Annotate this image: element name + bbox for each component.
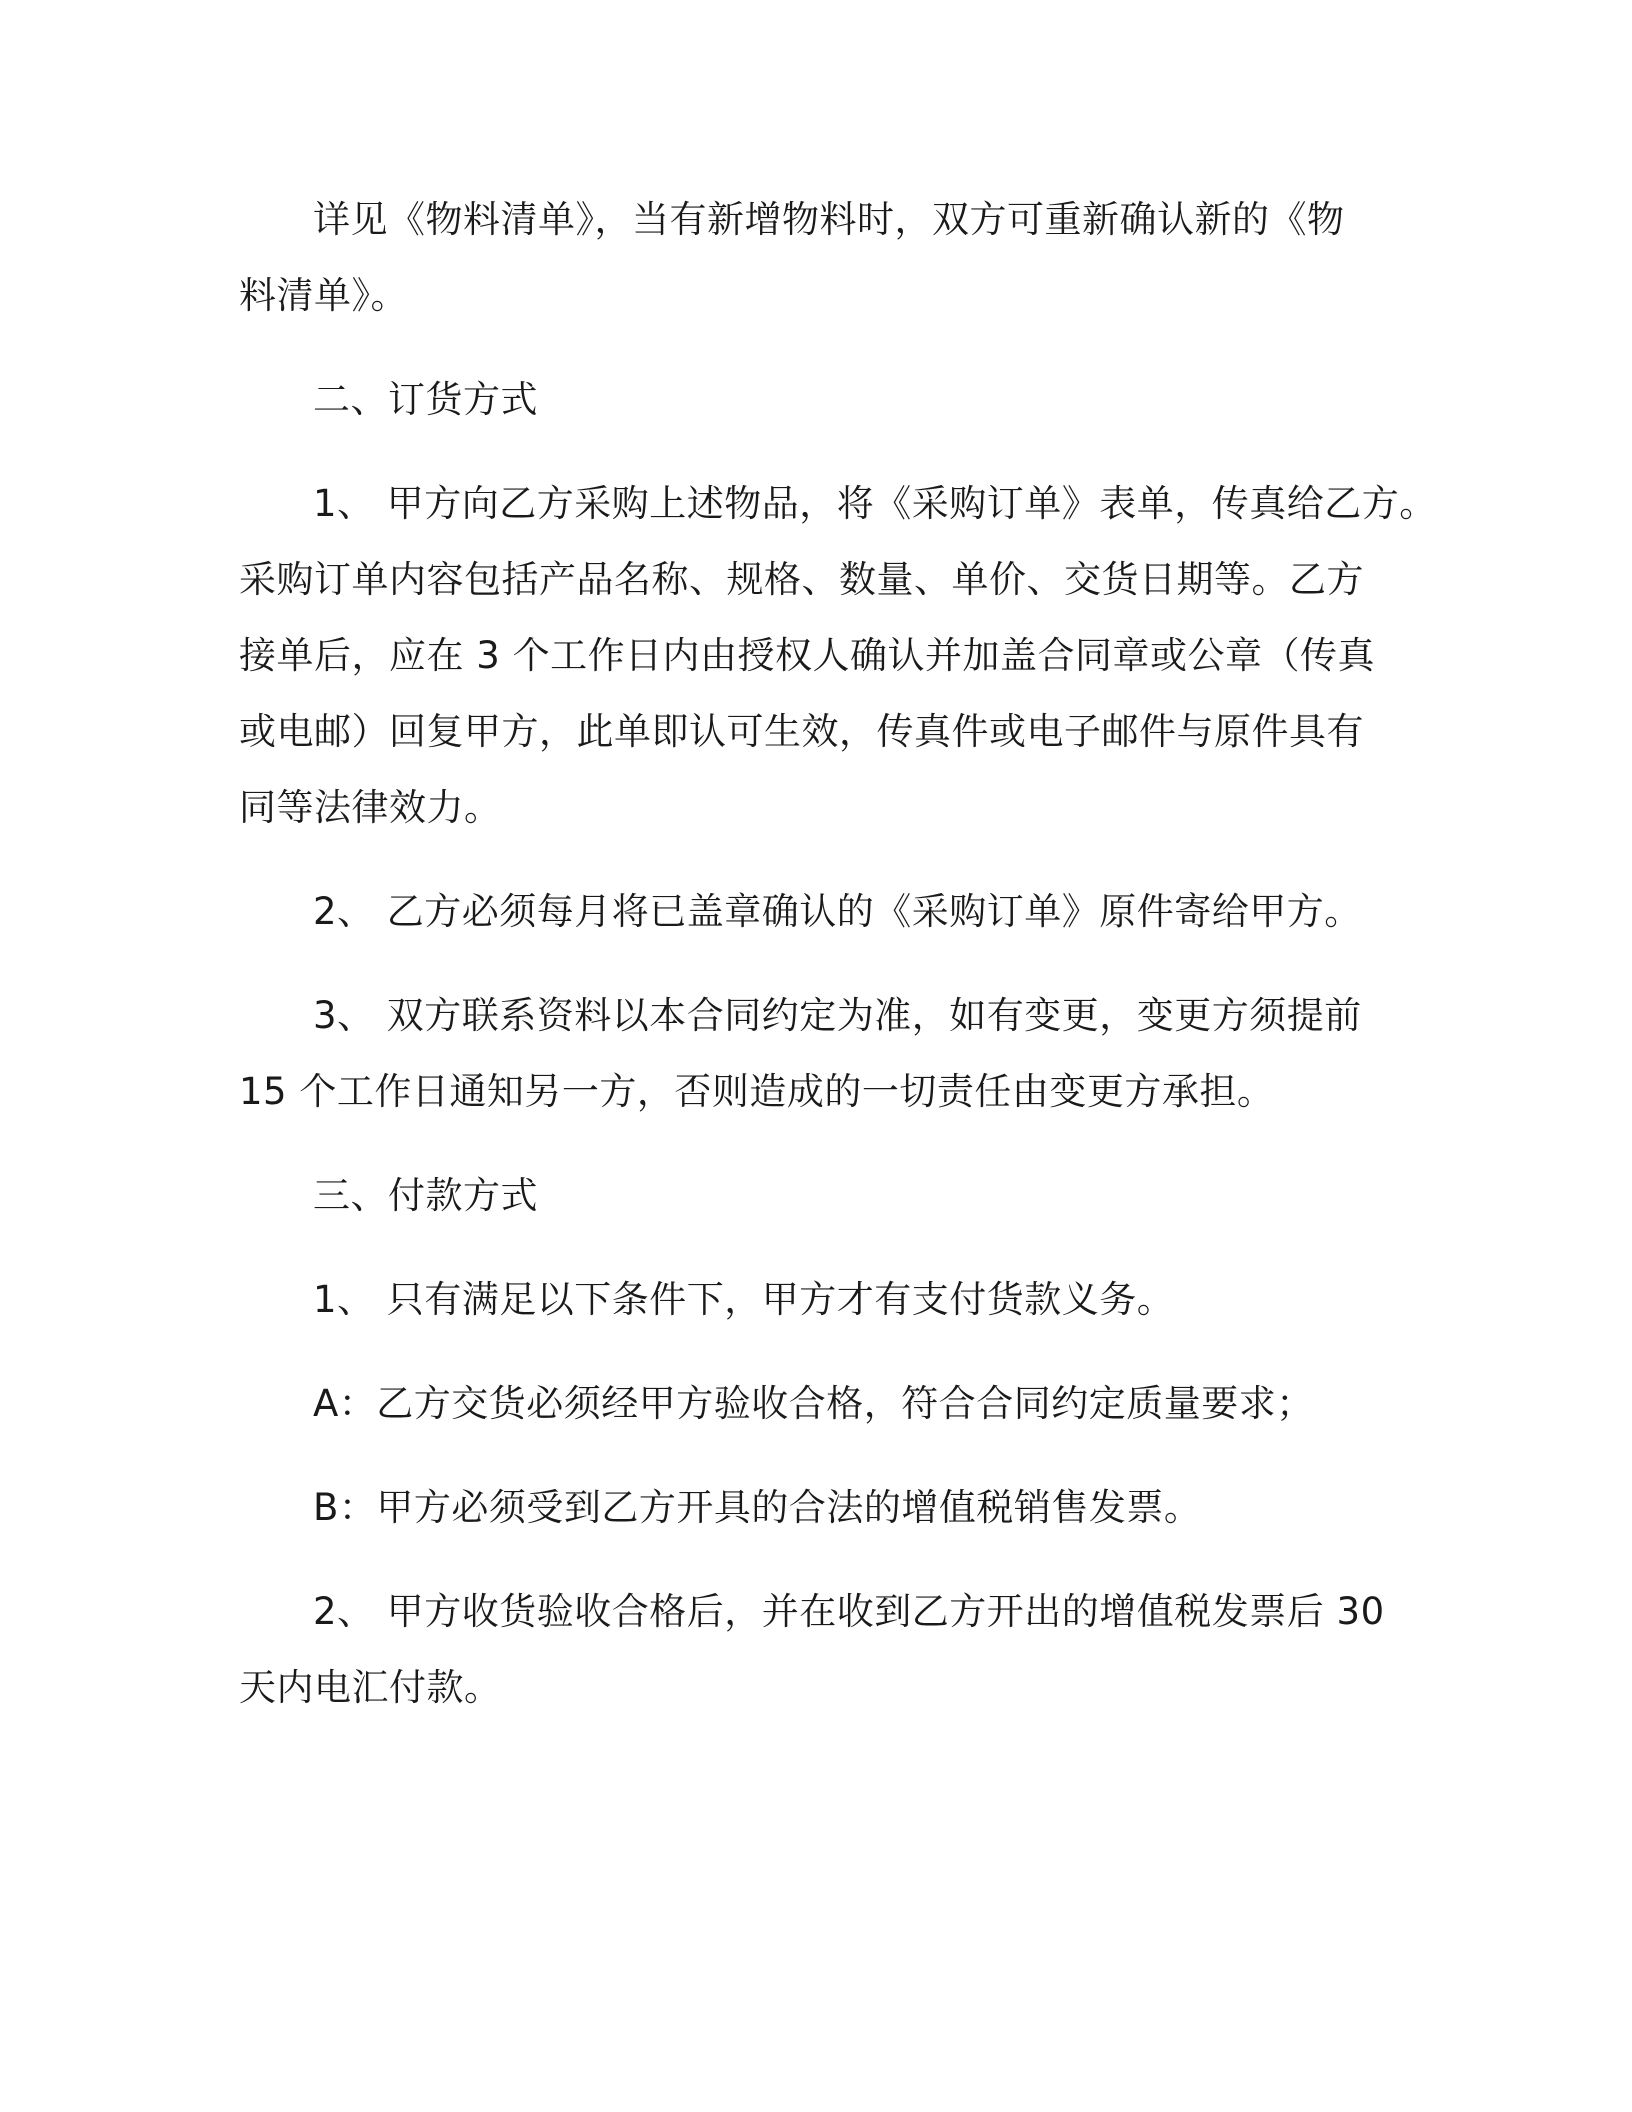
text-line: 接单后，应在 3 个工作日内由授权人确认并加盖合同章或公章（传真 <box>239 634 1376 677</box>
text-line: 同等法律效力。 <box>239 786 502 829</box>
text-line: B：甲方必须受到乙方开具的合法的增值税销售发票。 <box>313 1486 1202 1529</box>
text-line: 料清单》。 <box>239 274 408 317</box>
text-line: 15 个工作日通知另一方，否则造成的一切责任由变更方承担。 <box>239 1070 1275 1113</box>
text-line: 1、 只有满足以下条件下，甲方才有支付货款义务。 <box>313 1278 1175 1321</box>
section-heading: 三、付款方式 <box>313 1174 538 1217</box>
text-line: 2、 甲方收货验收合格后，并在收到乙方开出的增值税发票后 30 <box>313 1590 1385 1633</box>
text-line: 2、 乙方必须每月将已盖章确认的《采购订单》原件寄给甲方。 <box>313 890 1362 933</box>
section-heading: 二、订货方式 <box>313 378 538 421</box>
text-line: 或电邮）回复甲方，此单即认可生效，传真件或电子邮件与原件具有 <box>239 710 1364 753</box>
text-line: 3、 双方联系资料以本合同约定为准，如有变更，变更方须提前 <box>313 994 1362 1037</box>
text-line: 天内电汇付款。 <box>239 1666 502 1709</box>
text-line: 采购订单内容包括产品名称、规格、数量、单价、交货日期等。乙方 <box>239 558 1364 601</box>
text-line: A：乙方交货必须经甲方验收合格，符合合同约定质量要求； <box>313 1382 1314 1425</box>
text-line: 详见《物料清单》，当有新增物料时，双方可重新确认新的《物 <box>313 198 1345 241</box>
text-line: 1、 甲方向乙方采购上述物品，将《采购订单》表单，传真给乙方。 <box>313 482 1437 525</box>
